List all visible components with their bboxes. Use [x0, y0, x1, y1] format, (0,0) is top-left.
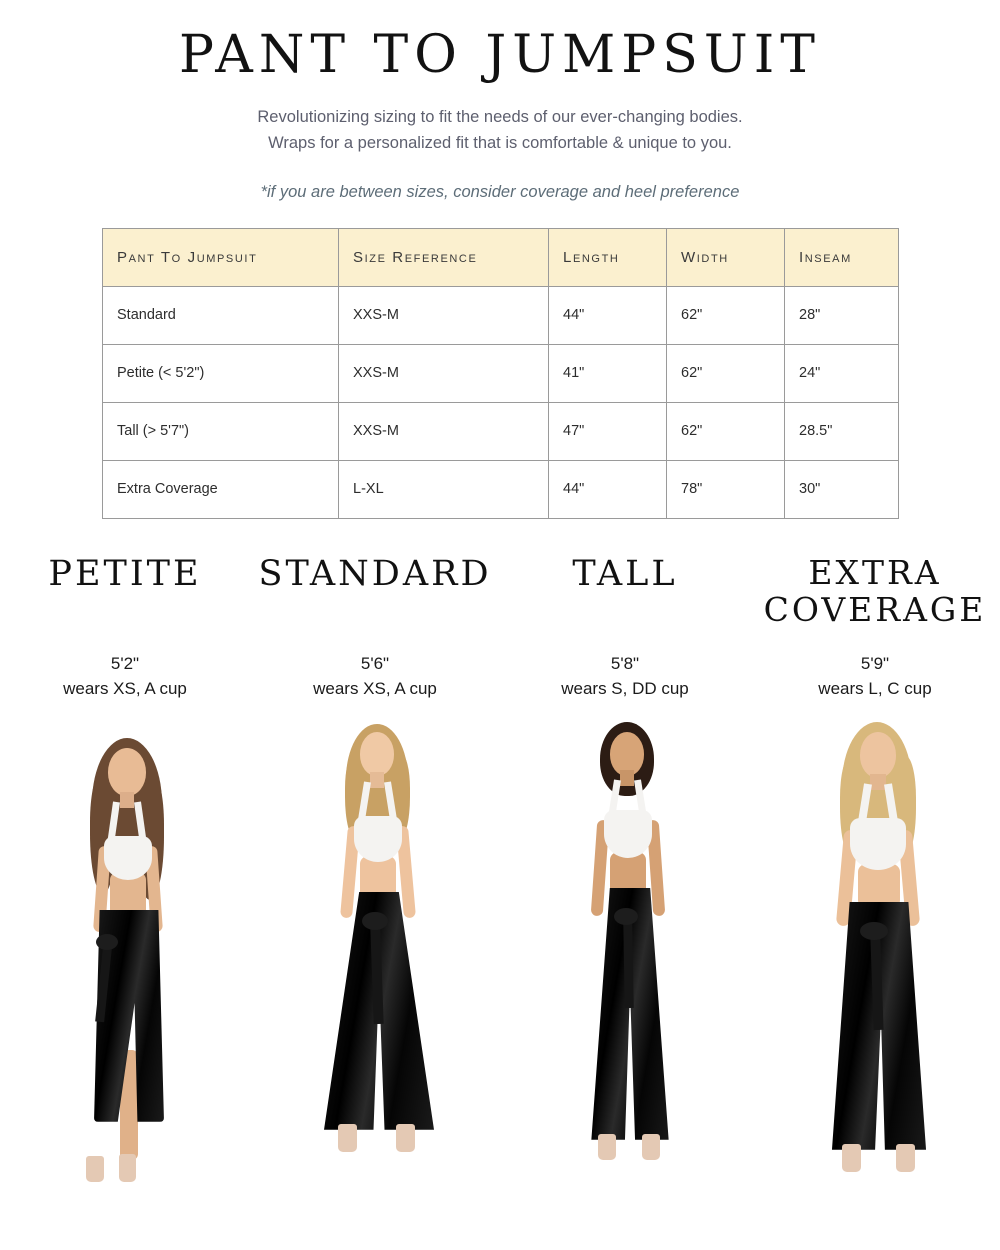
model-photo-extra-coverage — [750, 720, 1000, 1220]
model-heading-extra-coverage: EXTRA COVERAGE — [763, 552, 987, 629]
model-card-tall — [500, 553, 750, 1220]
model-stats-standard — [313, 651, 437, 702]
model-card-standard — [250, 553, 500, 1220]
model-heading-tall: TALL — [572, 553, 678, 594]
size-chart-table — [102, 228, 899, 519]
model-height: 5'6" — [360, 653, 390, 673]
table-row — [103, 286, 899, 344]
column-header-size-reference: Size Reference — [339, 228, 549, 286]
cell-length: 44" — [549, 286, 667, 344]
model-gallery — [0, 553, 1000, 1220]
model-photo-tall — [500, 720, 750, 1220]
table-row — [103, 460, 899, 518]
model-stats-extra-coverage — [818, 651, 931, 702]
column-header-length: Length — [549, 228, 667, 286]
cell-size-reference: L-XL — [339, 460, 549, 518]
model-card-petite — [0, 553, 250, 1220]
model-height: 5'8" — [610, 653, 640, 673]
model-stats-tall — [561, 651, 689, 702]
table-header-row — [103, 228, 899, 286]
model-card-extra-coverage — [750, 553, 1000, 1220]
model-stats-petite — [63, 651, 187, 702]
page-title: PANT TO JUMPSUIT — [179, 25, 821, 85]
model-photo-standard — [250, 720, 500, 1220]
table-body — [103, 286, 899, 518]
subtitle-line-2: Wraps for a personalized fit that is comfortable & unique to you. — [268, 134, 732, 153]
page-subtitle — [0, 105, 1000, 157]
cell-width: 62" — [667, 344, 785, 402]
cell-size-reference: XXS-M — [339, 402, 549, 460]
model-wears: wears XS, A cup — [313, 679, 437, 699]
table-row — [103, 402, 899, 460]
cell-name: Tall (> 5'7") — [103, 402, 339, 460]
table-header — [103, 228, 899, 286]
subtitle-line-1: Revolutionizing sizing to fit the needs of our ever-changing bodies. — [257, 107, 743, 126]
model-heading-standard: STANDARD — [258, 553, 492, 594]
cell-width: 78" — [667, 460, 785, 518]
column-header-pant-to-jumpsuit: Pant To Jumpsuit — [103, 228, 339, 286]
column-header-width: Width — [667, 228, 785, 286]
cell-inseam: 28.5" — [785, 402, 899, 460]
cell-length: 41" — [549, 344, 667, 402]
cell-name: Extra Coverage — [103, 460, 339, 518]
model-wears: wears L, C cup — [818, 679, 932, 699]
cell-inseam: 30" — [785, 460, 899, 518]
cell-width: 62" — [667, 402, 785, 460]
cell-name: Petite (< 5'2") — [103, 344, 339, 402]
cell-inseam: 28" — [785, 286, 899, 344]
model-wears: wears S, DD cup — [561, 679, 689, 699]
cell-name: Standard — [103, 286, 339, 344]
cell-size-reference: XXS-M — [339, 344, 549, 402]
cell-inseam: 24" — [785, 344, 899, 402]
model-heading-petite: PETITE — [48, 553, 202, 594]
table-row — [103, 344, 899, 402]
model-wears: wears XS, A cup — [63, 679, 187, 699]
model-height: 5'9" — [860, 653, 890, 673]
cell-length: 44" — [549, 460, 667, 518]
cell-size-reference: XXS-M — [339, 286, 549, 344]
model-photo-petite — [0, 720, 250, 1220]
model-height: 5'2" — [110, 653, 140, 673]
size-table-container — [102, 228, 898, 519]
sizing-note: *if you are between sizes, consider coverage and heel preference — [260, 182, 740, 201]
cell-width: 62" — [667, 286, 785, 344]
column-header-inseam: Inseam — [785, 228, 899, 286]
cell-length: 47" — [549, 402, 667, 460]
